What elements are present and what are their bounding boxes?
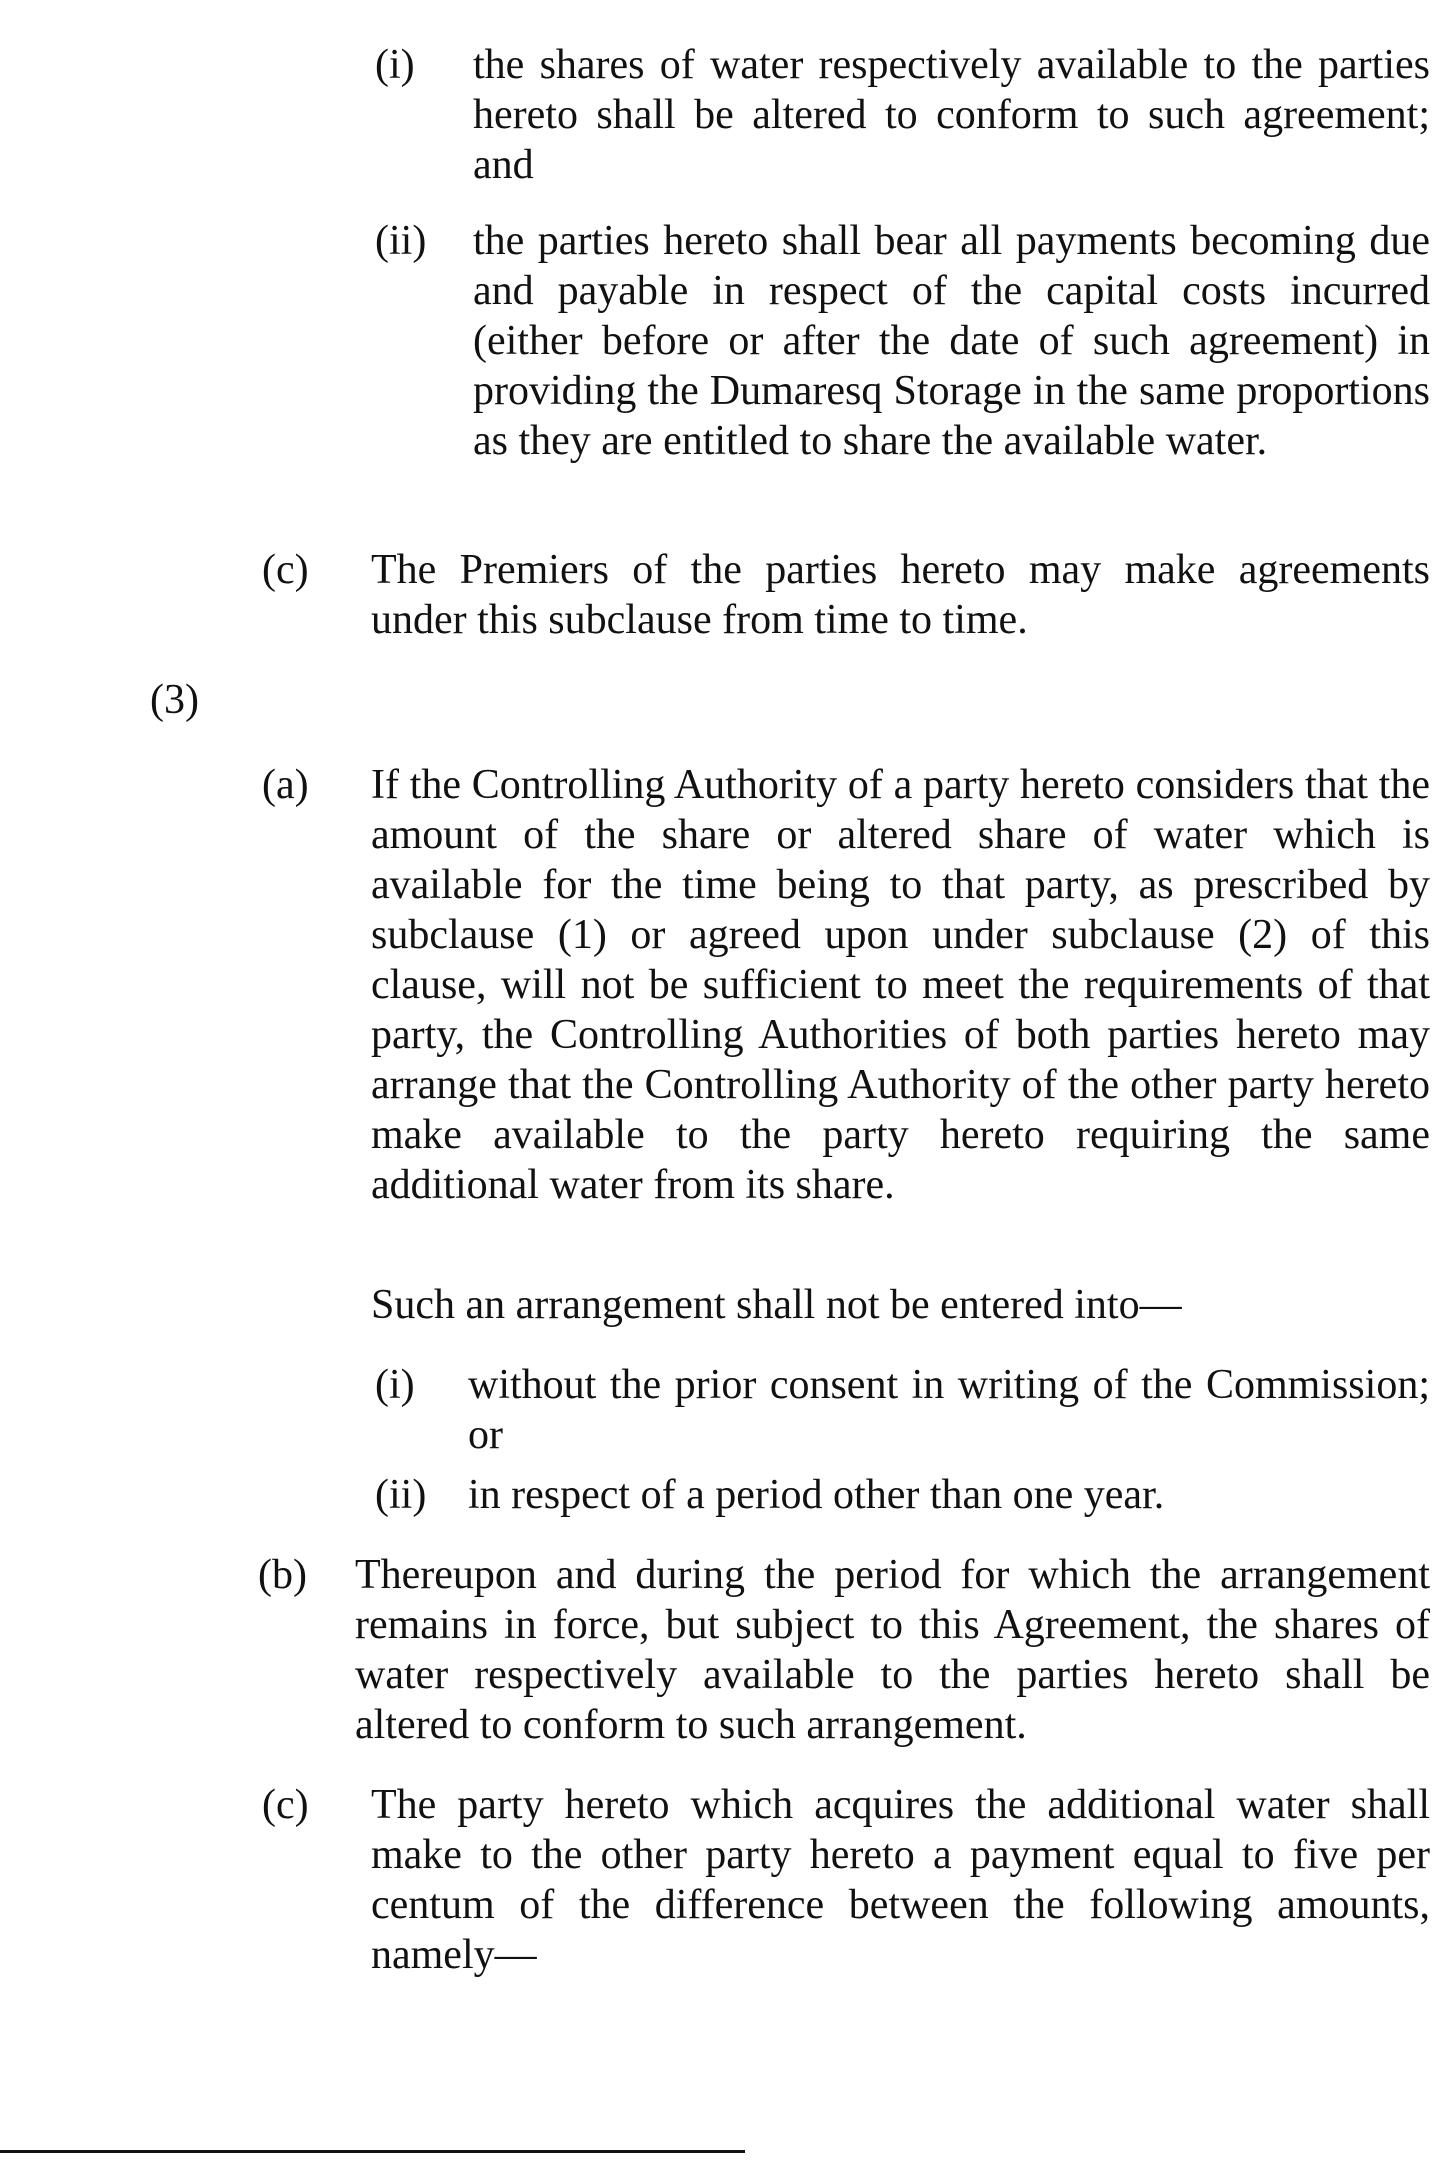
paragraph-text: Thereupon and during the period for which the arrangement remains in force, but subject to this Agreement, the shares of water respectively available to the parties hereto shall be altered to conform to such arrangement. bbox=[355, 1552, 1430, 1748]
item-text: without the prior consent in writing of the Commission; or bbox=[468, 1362, 1430, 1458]
item-text: the parties hereto shall bear all payments becoming due and payable in respect of the capital costs incurred (either before or after the date of such agreement) in providing the Dumaresq Storage in the same proportions as they are entitled to share the available water. bbox=[473, 218, 1430, 464]
item-label: (ii) bbox=[375, 1472, 427, 1518]
footnote-separator-rule bbox=[0, 2150, 745, 2153]
item-text: in respect of a period other than one year. bbox=[468, 1472, 1165, 1518]
paragraph-text: The Premiers of the parties hereto may make agreements under this subclause from time to time. bbox=[371, 547, 1430, 643]
subclause-label: (3) bbox=[150, 677, 199, 723]
item-label: (i) bbox=[375, 1362, 415, 1408]
item-text: the shares of water respectively available to the parties hereto shall be altered to conform to such agreement; and bbox=[473, 42, 1430, 188]
paragraph-text: Such an arrangement shall not be entered into— bbox=[371, 1282, 1182, 1328]
paragraph-label: (c) bbox=[262, 1782, 309, 1828]
paragraph-text: If the Controlling Authority of a party hereto considers that the amount of the share or altered share of water which is available for the time being to that party, as prescribed by subclause (1) or agreed upon under subclause (2) of this clause, will not be sufficient to meet the requirements of that party, the Controlling Authorities of both parties hereto may arrange that the Controlling Authority of the other party hereto make available to the party hereto requiring the same additional water from its share. bbox=[371, 762, 1430, 1208]
paragraph-label: (c) bbox=[262, 547, 309, 593]
paragraph-label: (b) bbox=[258, 1552, 307, 1598]
item-label: (ii) bbox=[375, 218, 427, 264]
paragraph-text: The party hereto which acquires the additional water shall make to the other party hereto a payment equal to five per centum of the difference between the following amounts, namely— bbox=[371, 1782, 1430, 1978]
paragraph-label: (a) bbox=[262, 762, 309, 808]
item-label: (i) bbox=[375, 42, 415, 88]
